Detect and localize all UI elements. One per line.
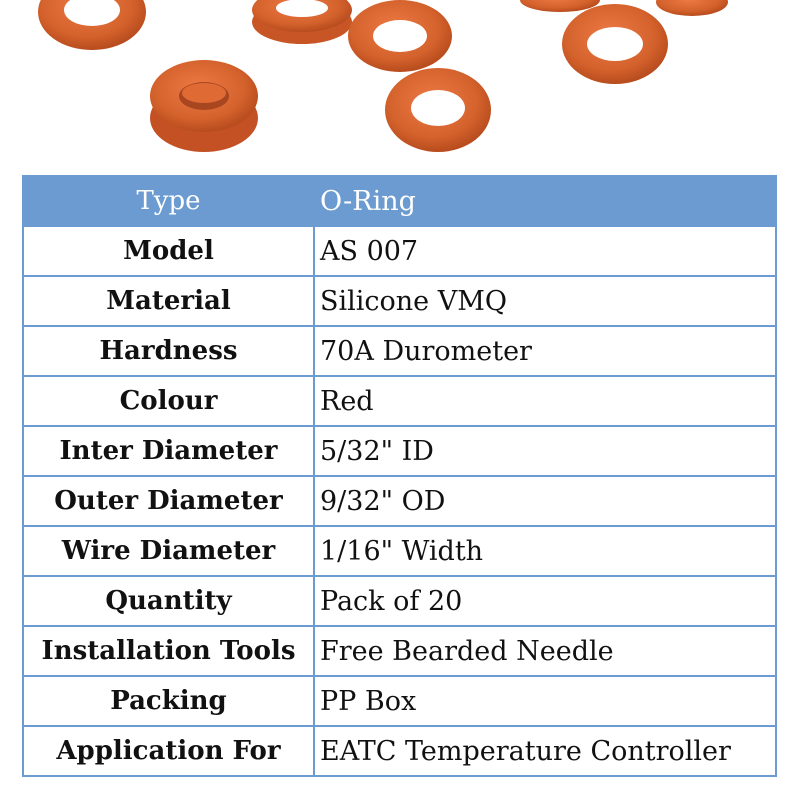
row-label: Material xyxy=(23,276,314,326)
row-label: Inter Diameter xyxy=(23,426,314,476)
spec-table xyxy=(22,175,777,777)
table-row xyxy=(23,526,776,576)
table-row xyxy=(23,676,776,726)
row-label: Hardness xyxy=(23,326,314,376)
table-row xyxy=(23,476,776,526)
table-row xyxy=(23,276,776,326)
row-value: 70A Durometer xyxy=(314,326,776,376)
row-label: Packing xyxy=(23,676,314,726)
row-value: 9/32" OD xyxy=(314,476,776,526)
product-photo xyxy=(0,0,800,170)
row-value: AS 007 xyxy=(314,226,776,276)
table-row xyxy=(23,226,776,276)
table-row xyxy=(23,426,776,476)
row-value: EATC Temperature Controller xyxy=(314,726,776,776)
row-label: Quantity xyxy=(23,576,314,626)
row-label: Outer Diameter xyxy=(23,476,314,526)
table-row xyxy=(23,626,776,676)
header-label: Type xyxy=(23,176,314,226)
table-row xyxy=(23,326,776,376)
o-ring-photo-icon xyxy=(0,0,800,170)
table-row xyxy=(23,726,776,776)
table-header-row xyxy=(23,176,776,226)
row-value: 1/16" Width xyxy=(314,526,776,576)
row-label: Model xyxy=(23,226,314,276)
row-label: Wire Diameter xyxy=(23,526,314,576)
row-value: 5/32" ID xyxy=(314,426,776,476)
table-row xyxy=(23,576,776,626)
row-label: Application For xyxy=(23,726,314,776)
header-value: O-Ring xyxy=(314,176,776,226)
row-value: PP Box xyxy=(314,676,776,726)
row-value: Red xyxy=(314,376,776,426)
row-value: Free Bearded Needle xyxy=(314,626,776,676)
row-label: Installation Tools xyxy=(23,626,314,676)
table-row xyxy=(23,376,776,426)
row-value: Pack of 20 xyxy=(314,576,776,626)
row-label: Colour xyxy=(23,376,314,426)
row-value: Silicone VMQ xyxy=(314,276,776,326)
